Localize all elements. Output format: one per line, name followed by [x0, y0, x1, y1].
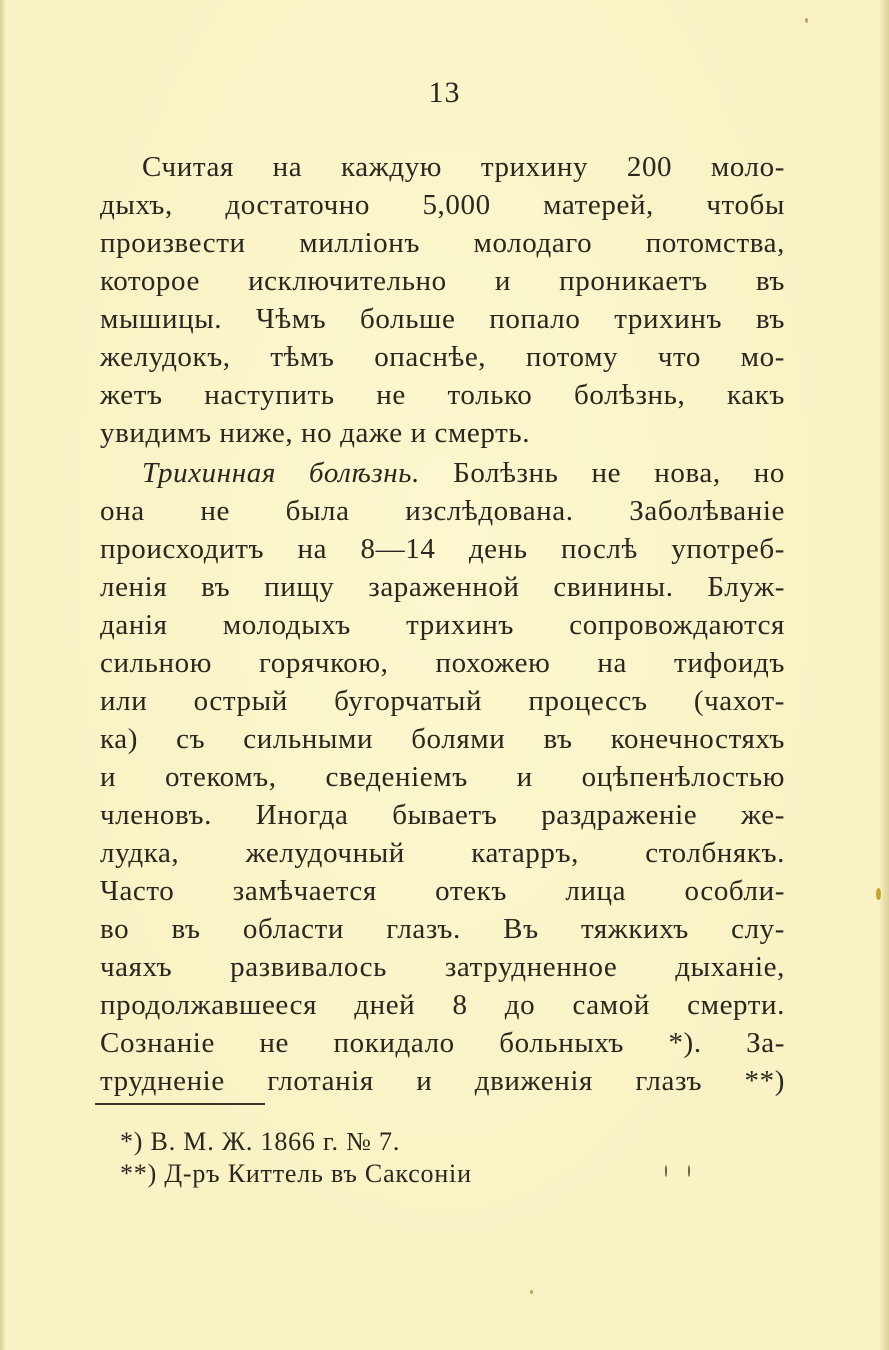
paper-speck: [876, 888, 881, 900]
paragraph-2-line-4: ленія въ пищу зараженной свинины. Блуж-: [100, 571, 785, 603]
paragraph-1-line-6: желудокъ, тѣмъ опаснѣе, потому что мо-: [100, 341, 785, 373]
paper-speck: [530, 1290, 533, 1294]
paper-speck: [805, 18, 808, 23]
page-edge-shadow-right: [879, 0, 889, 1350]
paragraph-1-line-1: Считая на каждую трихину 200 моло-: [142, 151, 785, 183]
paragraph-2-line-8: ка) съ сильными болями въ конечностяхъ: [100, 723, 785, 755]
paragraph-2-line-16: Сознаніе не покидало больныхъ *). За-: [100, 1027, 785, 1059]
paragraph-1-line-7: жетъ наступить не только болѣзнь, какъ: [100, 379, 785, 411]
paragraph-2-line-15: продолжавшееся дней 8 до самой смерти.: [100, 989, 785, 1021]
paragraph-2-line-10: членовъ. Иногда бываетъ раздраженіе же-: [100, 799, 785, 831]
paper-mark: [688, 1165, 690, 1177]
paragraph-2-line-12: Часто замѣчается отекъ лица особли-: [100, 875, 785, 907]
page-number: 13: [428, 76, 461, 109]
paragraph-2-line-2: она не была изслѣдована. Заболѣваніе: [100, 495, 785, 527]
paragraph-2-line-6: сильною горячкою, похожею на тифоидъ: [100, 647, 785, 679]
paragraph-2-line-1-text: Болѣзнь не нова, но: [453, 457, 786, 489]
paragraph-2-line-7: или острый бугорчатый процессъ (чахот-: [100, 685, 785, 717]
paragraph-2-line-5: данія молодыхъ трихинъ сопровождаются: [100, 609, 785, 641]
paragraph-1-line-2: дыхъ, достаточно 5,000 матерей, чтобы: [100, 189, 785, 221]
page-edge-shadow-left: [0, 0, 6, 1350]
paragraph-1-line-3: произвести милліонъ молодаго потомства,: [100, 227, 785, 259]
paragraph-2-line-14: чаяхъ развивалось затрудненное дыханіе,: [100, 951, 785, 983]
paragraph-2-line-3: происходитъ на 8—14 день послѣ употреб-: [100, 533, 785, 565]
footnote-divider: [95, 1103, 265, 1105]
paragraph-2-line-11: лудка, желудочный катарръ, столбнякъ.: [100, 837, 785, 869]
paragraph-1-line-5: мышицы. Чѣмъ больше попало трихинъ въ: [100, 303, 785, 335]
section-heading: Трихинная болѣзнь.: [142, 457, 420, 489]
paragraph-2-line-17: трудненіе глотанія и движенія глазъ **): [100, 1065, 785, 1097]
paper-mark: [665, 1165, 667, 1177]
footnote-2: **) Д-ръ Киттель въ Саксоніи: [120, 1159, 472, 1188]
paragraph-2-line-13: во въ области глазъ. Въ тяжкихъ слу-: [100, 913, 785, 945]
paragraph-1-line-8: увидимъ ниже, но даже и смерть.: [100, 417, 531, 449]
paragraph-2-line-9: и отекомъ, сведеніемъ и оцѣпенѣлостью: [100, 761, 785, 793]
paragraph-2-line-1: [142, 454, 785, 492]
paragraph-1-line-4: которое исключительно и проникаетъ въ: [100, 265, 785, 297]
footnote-1: *) В. М. Ж. 1866 г. № 7.: [120, 1127, 401, 1156]
